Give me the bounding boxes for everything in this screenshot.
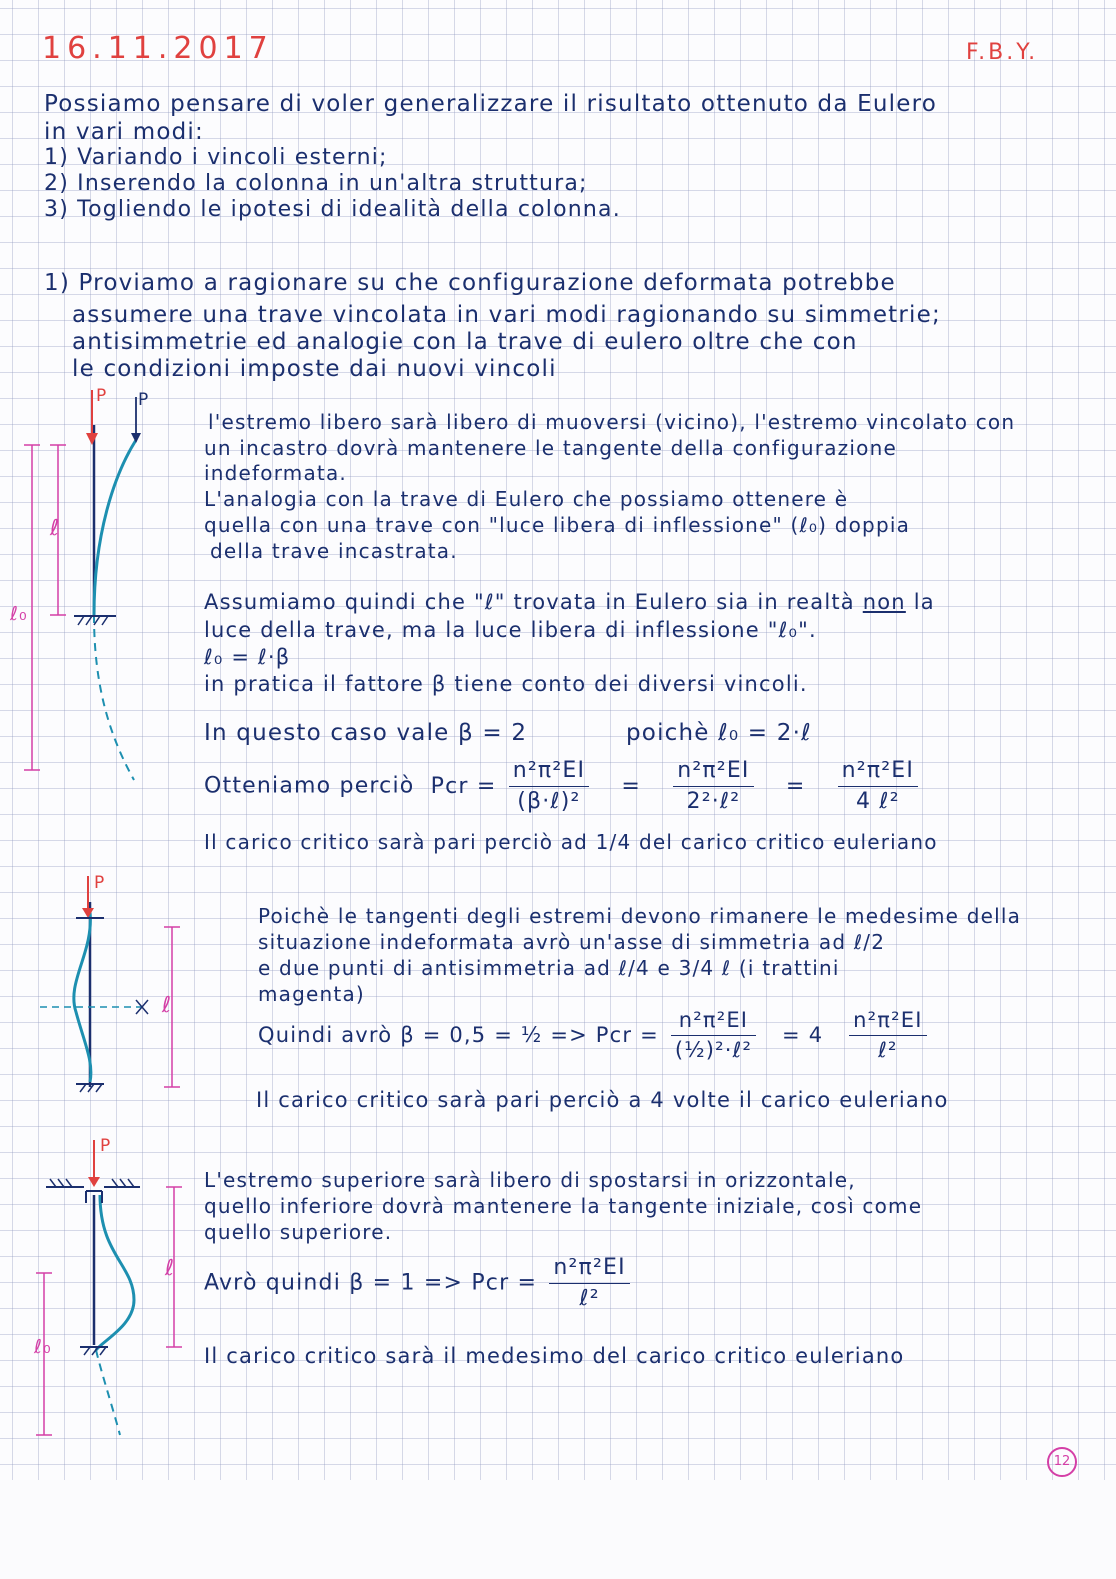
case2-formula [258, 1008, 931, 1063]
case1-eq-1: = [621, 773, 641, 799]
intro-line-1: Possiamo pensare di voler generalizzare il risultato ottenuto da Eulero [44, 91, 938, 117]
fixed-fixed-figure [36, 872, 196, 1102]
case1-den-2: 2²·ℓ² [686, 789, 741, 815]
case2-conclusion: Il carico critico sarà pari perciò a 4 volte il carico euleriano [256, 1088, 949, 1112]
case1-free-length-label: ℓ₀ [10, 603, 28, 625]
case1-formula-label: Otteniamo perciò [204, 773, 415, 799]
case1-den-1: (β·ℓ)² [517, 789, 581, 815]
intro-item-3: 3) Togliendo le ipotesi di idealità della colonna. [44, 197, 621, 222]
case3-length-label: ℓ [165, 1256, 176, 1281]
case2-text-4: magenta) [258, 982, 365, 1006]
page-bottom-margin [0, 1480, 1116, 1579]
intro-item-1: 1) Variando i vincoli esterni; [44, 145, 388, 170]
case2-text-3: e due punti di antisimmetria ad ℓ/4 e 3/4 ℓ (i trattini [258, 956, 840, 980]
case2-text-2: situazione indeformata avrò un'asse di simmetria ad ℓ/2 [258, 930, 886, 954]
date: 16.11.2017 [42, 31, 274, 66]
intro-line-2: in vari modi: [44, 119, 204, 145]
case1-load-label-2: P [138, 390, 150, 410]
case3-free-length-label: ℓ₀ [34, 1336, 52, 1358]
cantilever-figure [14, 385, 154, 785]
intro-item-2: 2) Inserendo la colonna in un'altra struttura; [44, 171, 588, 196]
case1-load-label-1: P [96, 386, 108, 406]
case1-den-3: 4 ℓ² [856, 789, 900, 815]
case1-eq-2: = [785, 773, 806, 799]
case2-mid: = 4 [782, 1023, 824, 1048]
case1-beta-value: In questo caso vale β = 2 [204, 720, 528, 746]
case1-assumption-not: non [862, 590, 906, 614]
case3-formula-label: Avrò quindi β = 1 => Pcr = [204, 1270, 538, 1296]
section1-line-2: assumere una trave vincolata in vari modi ragionando su simmetrie; [72, 302, 941, 328]
case1-text-6: della trave incastrata. [210, 539, 458, 563]
section1-line-4: le condizioni imposte dai nuovi vincoli [72, 356, 557, 382]
case1-num-1: n²π²EI [509, 758, 589, 787]
case2-text-1: Poichè le tangenti degli estremi devono rimanere le medesime della [258, 904, 1022, 928]
case1-beta-reason: poichè ℓ₀ = 2·ℓ [626, 720, 812, 746]
case2-formula-label: Quindi avrò β = 0,5 = ½ => Pcr = [258, 1023, 659, 1048]
case1-beta-meaning: in pratica il fattore β tiene conto dei diversi vincoli. [204, 672, 808, 696]
case1-text-3: indeformata. [204, 461, 347, 485]
case1-assumption-a: Assumiamo quindi che "ℓ" trovata in Eulero sia in realtà [204, 590, 855, 614]
case1-formula [204, 758, 922, 816]
case3-load-label: P [100, 1136, 112, 1156]
case3-text-2: quello inferiore dovrà mantenere la tangente iniziale, così come [204, 1194, 923, 1218]
case1-pcr: Pcr = [430, 773, 497, 799]
page-number: 12 [1047, 1447, 1077, 1477]
case1-l0-definition: ℓ₀ = ℓ·β [204, 645, 291, 669]
case2-den-2: ℓ² [878, 1038, 898, 1063]
case2-length-label: ℓ [162, 993, 173, 1018]
case1-conclusion: Il carico critico sarà pari perciò ad 1/4 del carico critico euleriano [204, 830, 938, 854]
case1-assumption-line-1 [204, 592, 935, 613]
case3-den: ℓ² [579, 1286, 600, 1312]
case1-text-1: l'estremo libero sarà libero di muoversi (vicino), l'estremo vincolato con [208, 410, 1016, 434]
section1-line-1: 1) Proviamo a ragionare su che configurazione deformata potrebbe [44, 270, 896, 296]
case1-text-2: un incastro dovrà mantenere le tangente della configurazione [204, 436, 897, 460]
case2-load-label: P [94, 873, 106, 893]
author-initials: F.B.Y. [966, 40, 1039, 65]
case1-assumption-c: la [913, 590, 935, 614]
case2-num-2: n²π²EI [849, 1008, 926, 1036]
case1-num-2: n²π²EI [673, 758, 753, 787]
case1-length-label: ℓ [50, 516, 61, 541]
sliding-fixed-figure [24, 1135, 194, 1445]
case1-text-4: L'analogia con la trave di Eulero che possiamo ottenere è [204, 487, 849, 511]
case3-text-3: quello superiore. [204, 1220, 393, 1244]
case2-num-1: n²π²EI [671, 1008, 756, 1036]
case1-text-5: quella con una trave con "luce libera di inflessione" (ℓ₀) doppia [204, 513, 911, 537]
case1-num-3: n²π²EI [838, 758, 918, 787]
case1-assumption-line-2: luce della trave, ma la luce libera di inflessione "ℓ₀". [204, 618, 817, 642]
case3-text-1: L'estremo superiore sarà libero di spostarsi in orizzontale, [204, 1168, 856, 1192]
case3-conclusion: Il carico critico sarà il medesimo del carico critico euleriano [204, 1344, 905, 1368]
case2-den-1: (½)²·ℓ² [674, 1038, 753, 1063]
case3-num: n²π²EI [549, 1255, 629, 1284]
case3-formula [204, 1255, 634, 1313]
section1-line-3: antisimmetrie ed analogie con la trave di eulero oltre che con [72, 329, 858, 355]
